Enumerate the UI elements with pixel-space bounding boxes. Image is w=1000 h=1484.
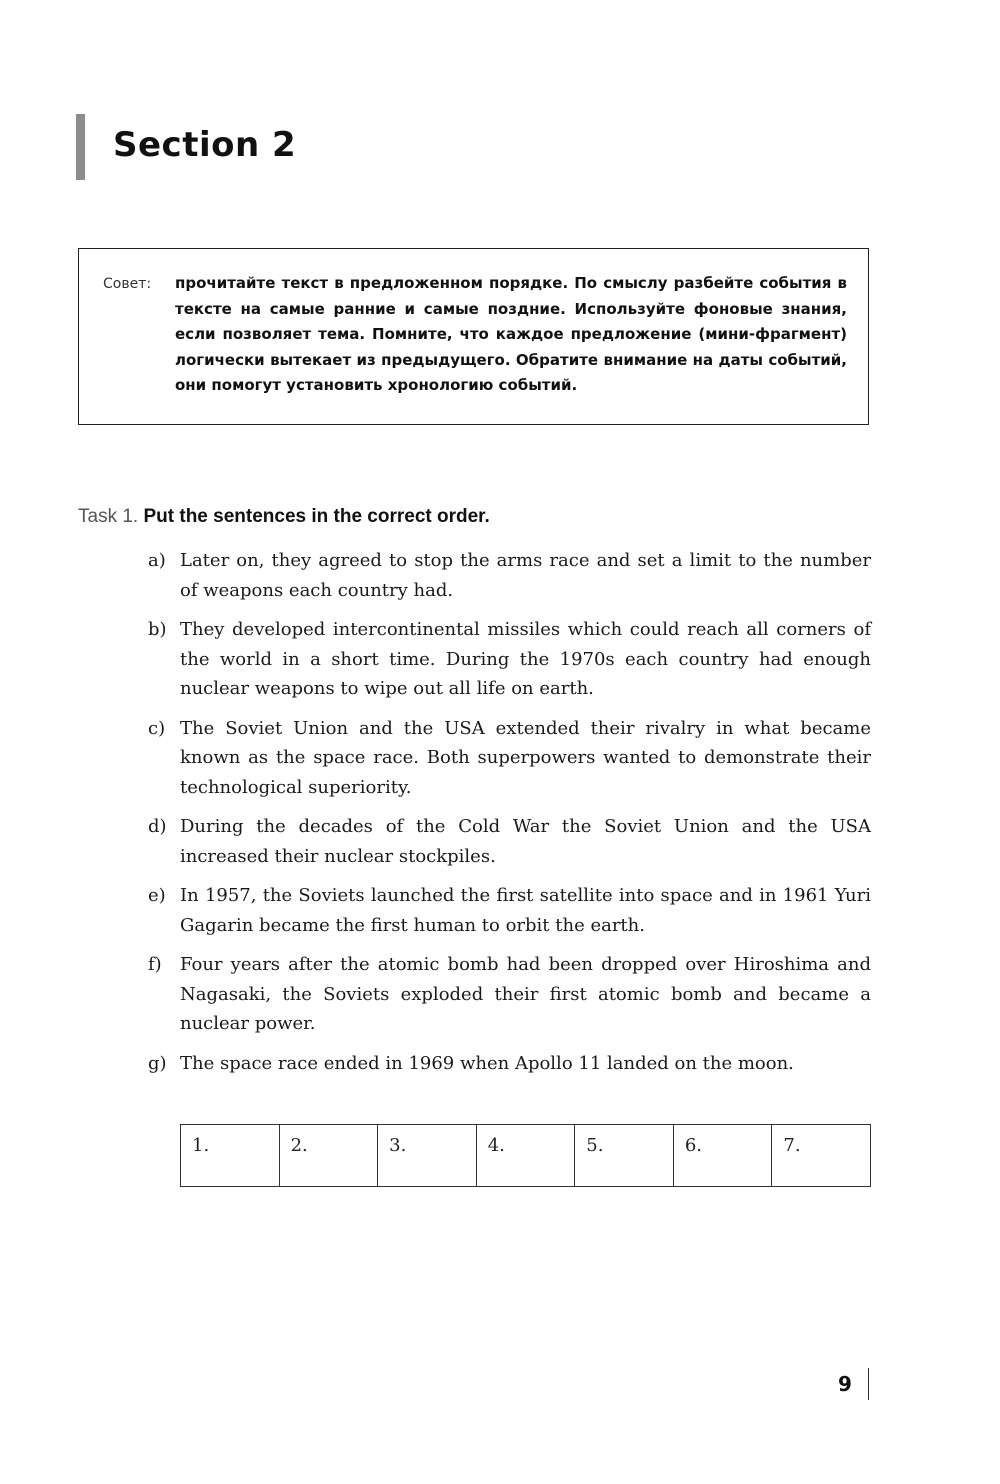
sentence-text: The space race ended in 1969 when Apollo 11 landed on the moon. <box>180 1052 794 1074</box>
sentence-list <box>148 546 871 1088</box>
answer-cell-5[interactable]: 5. <box>575 1125 674 1187</box>
sentence-text: Four years after the atomic bomb had been dropped over Hiroshima and Nagasaki, the Soviets exploded their first atomic bomb and became a nuclear power. <box>180 954 871 1034</box>
answer-cell-7[interactable]: 7. <box>772 1125 871 1187</box>
sentence-item-e <box>148 881 871 940</box>
answer-row <box>181 1125 871 1187</box>
sentence-letter: a) <box>148 550 166 571</box>
section-marker-bar <box>76 114 85 180</box>
sentence-text: They developed intercontinental missiles which could reach all corners of the world in a short time. During the 1970s each country had enough nuclear weapons to wipe out all life on earth. <box>180 619 871 699</box>
answer-cell-6[interactable]: 6. <box>673 1125 772 1187</box>
tip-box <box>78 248 869 425</box>
sentence-text: During the decades of the Cold War the Soviet Union and the USA increased their nuclear stockpiles. <box>180 816 871 867</box>
tip-label: Совет: <box>103 276 152 292</box>
task-number: Task 1. <box>78 506 139 527</box>
answer-cell-1[interactable]: 1. <box>181 1125 280 1187</box>
answer-cell-4[interactable]: 4. <box>476 1125 575 1187</box>
answer-cell-2[interactable]: 2. <box>279 1125 378 1187</box>
answer-cell-3[interactable]: 3. <box>378 1125 477 1187</box>
page-number-rule <box>868 1368 869 1400</box>
answer-table <box>180 1124 871 1187</box>
sentence-item-f <box>148 950 871 1039</box>
sentence-letter: d) <box>148 816 167 837</box>
sentence-text: Later on, they agreed to stop the arms race and set a limit to the number of weapons each country had. <box>180 550 871 601</box>
sentence-text: In 1957, the Soviets launched the first satellite into space and in 1961 Yuri Gagarin became the first human to orbit the earth. <box>180 885 871 936</box>
tip-text: прочитайте текст в предложенном порядке. По смыслу разбейте события в тексте на самые ранние и самые поздние. Используйте фоновые знания, если позволяет тема. Помните, что каждое предложение (мини-фрагмент) логически вытекает из предыдущего. Обратите внимание на даты событий, они помогут установить хронологию событий. <box>175 274 847 394</box>
sentence-letter: e) <box>148 885 166 906</box>
task-title: Put the sentences in the correct order. <box>143 506 490 527</box>
sentence-item-a <box>148 546 871 605</box>
sentence-item-b <box>148 615 871 704</box>
sentence-text: The Soviet Union and the USA extended their rivalry in what became known as the space race. Both superpowers wanted to demonstrate their technological superiority. <box>180 717 871 798</box>
sentence-letter: f) <box>148 954 162 975</box>
sentence-item-g <box>148 1049 871 1079</box>
sentence-letter: b) <box>148 619 167 640</box>
sentence-item-c <box>148 714 871 803</box>
task-heading <box>78 504 490 530</box>
sentence-item-d <box>148 812 871 871</box>
sentence-letter: g) <box>148 1052 167 1074</box>
sentence-letter: c) <box>148 717 166 739</box>
page-number: 9 <box>838 1372 852 1396</box>
section-title: Section 2 <box>113 125 297 165</box>
